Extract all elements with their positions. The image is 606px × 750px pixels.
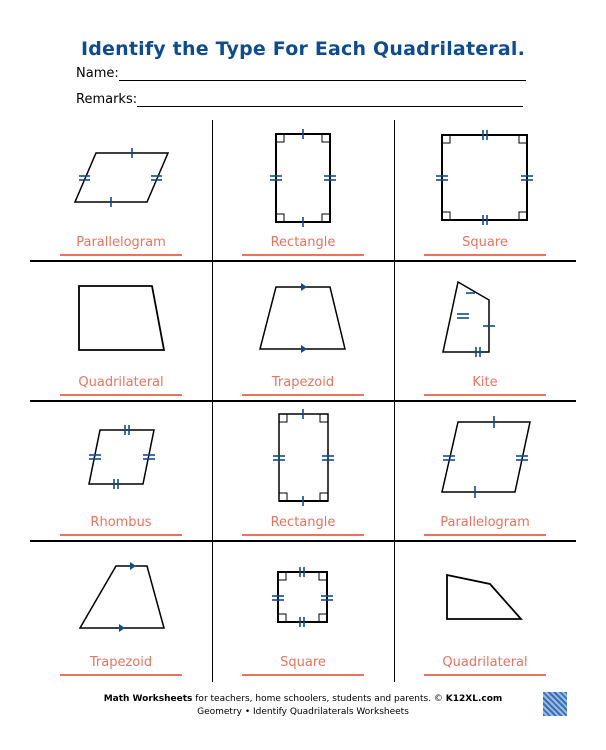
answer-line[interactable] xyxy=(242,674,364,676)
answer-line[interactable] xyxy=(424,534,546,536)
footer-brand: Math Worksheets xyxy=(103,694,193,704)
name-input-line[interactable] xyxy=(119,66,526,81)
name-label: Name: xyxy=(76,66,119,81)
answer-label: Parallelogram xyxy=(440,515,530,530)
name-field[interactable] xyxy=(76,66,526,81)
cell-9 xyxy=(394,400,576,540)
answer-line[interactable] xyxy=(60,674,182,676)
remarks-field[interactable] xyxy=(76,92,523,107)
answer-line[interactable] xyxy=(242,394,364,396)
remarks-label: Remarks: xyxy=(76,92,138,107)
answer-label: Quadrilateral xyxy=(78,375,164,390)
answer-line[interactable] xyxy=(60,534,182,536)
footer-site: K12XL.com xyxy=(445,694,503,704)
cell-3 xyxy=(394,120,576,260)
answer-label: Trapezoid xyxy=(89,655,153,670)
answer-line[interactable] xyxy=(424,674,546,676)
cell-7 xyxy=(30,400,212,540)
answer-label: Quadrilateral xyxy=(442,655,528,670)
answer-label: Square xyxy=(280,655,326,670)
answer-line[interactable] xyxy=(60,254,182,256)
answer-line[interactable] xyxy=(60,394,182,396)
cell-4 xyxy=(30,260,212,400)
answer-line[interactable] xyxy=(424,254,546,256)
answer-label: Rectangle xyxy=(270,515,336,530)
remarks-input-line[interactable] xyxy=(137,92,523,107)
footer-tagline: for teachers, home schoolers, students and parents. © xyxy=(192,694,446,704)
answer-label: Square xyxy=(462,235,508,250)
cell-11 xyxy=(212,540,394,680)
answer-label: Kite xyxy=(472,375,498,390)
answer-label: Trapezoid xyxy=(271,375,335,390)
cell-5 xyxy=(212,260,394,400)
answer-line[interactable] xyxy=(242,534,364,536)
footer-credit xyxy=(0,694,606,704)
answer-line[interactable] xyxy=(242,254,364,256)
footer-subtitle: Geometry • Identify Quadrilaterals Worksheets xyxy=(197,707,409,717)
cell-2 xyxy=(212,120,394,260)
shapes-grid xyxy=(30,120,576,682)
worksheet-title: Identify the Type For Each Quadrilateral. xyxy=(80,38,526,60)
cell-10 xyxy=(30,540,212,680)
answer-label: Parallelogram xyxy=(76,235,166,250)
cell-12 xyxy=(394,540,576,680)
cell-6 xyxy=(394,260,576,400)
answer-label: Rhombus xyxy=(90,515,152,530)
cell-8 xyxy=(212,400,394,540)
qr-code-icon xyxy=(543,692,567,716)
answer-label: Rectangle xyxy=(270,235,336,250)
answer-line[interactable] xyxy=(424,394,546,396)
cell-1 xyxy=(30,120,212,260)
